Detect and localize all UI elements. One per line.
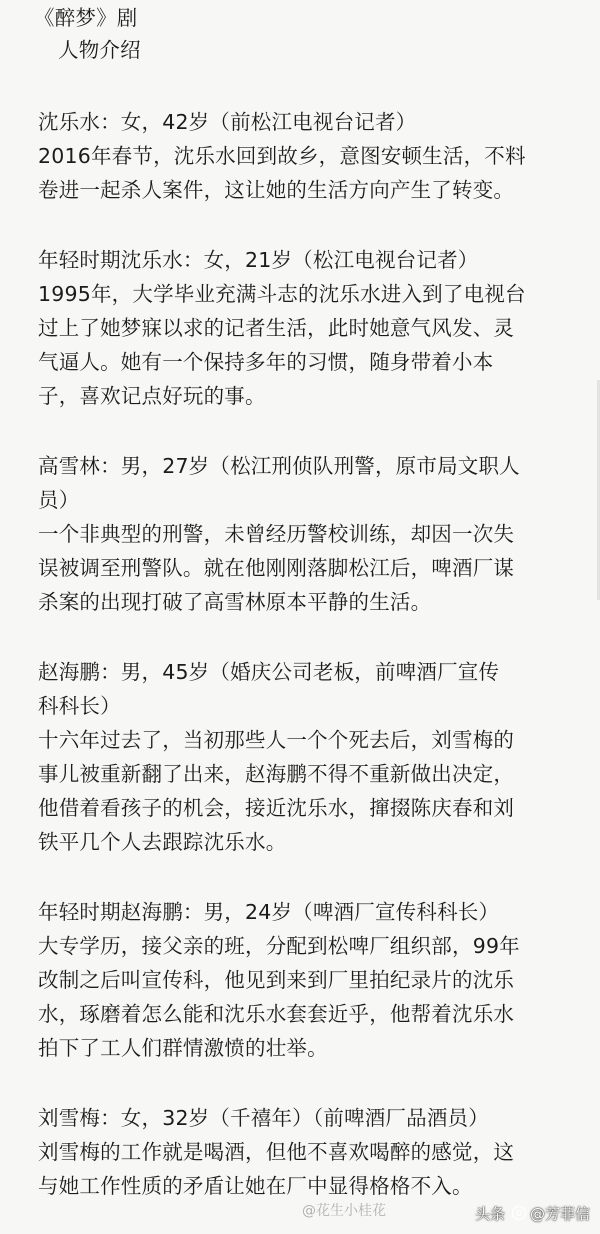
paragraph-line: 杀案的出现打破了高雪林原本平静的生活。: [38, 590, 432, 614]
paragraph-line: 铁平几个人去跟踪沈乐水。: [38, 830, 287, 854]
paragraph-line: 与她工作性质的矛盾让她在厂中显得格格不入。: [38, 1174, 473, 1198]
doc-title: 《醉梦》剧: [34, 6, 138, 30]
character-heading: 沈乐水：女，42岁（前松江电视台记者）: [38, 110, 417, 134]
source-watermark: [475, 1198, 590, 1228]
watermark-handle: @芳菲信: [529, 1204, 590, 1223]
character-heading: 高雪林：男，27岁（松江刑侦队刑警，原市局文职人: [38, 454, 520, 478]
paragraph-line: 大专学历，接父亲的班，分配到松啤厂组织部，99年: [38, 934, 520, 958]
paragraph-line: 他借着看孩子的机会，接近沈乐水，撺掇陈庆春和刘: [38, 796, 515, 820]
paragraph-line: 子，喜欢记点好玩的事。: [38, 384, 266, 408]
paragraph-line: 1995年，大学毕业充满斗志的沈乐水进入到了电视台: [38, 282, 526, 306]
character-heading: 年轻时期沈乐水：女，21岁（松江电视台记者）: [38, 248, 479, 272]
paragraph-line: 事儿被重新翻了出来，赵海鹏不得不重新做出决定，: [38, 762, 515, 786]
character-heading: 年轻时期赵海鹏：男，24岁（啤酒厂宣传科科长）: [38, 900, 500, 924]
character-heading-continued: 员）: [38, 488, 80, 512]
paragraph-line: 水，琢磨着怎么能和沈乐水套套近乎，他帮着沈乐水: [38, 1002, 515, 1026]
faint-watermark: @花生小桂花: [302, 1203, 386, 1219]
paragraph-line: 一个非典型的刑警，未曾经历警校训练，却因一次失: [38, 522, 515, 546]
paragraph-line: 误被调至刑警队。就在他刚刚落脚松江后，啤酒厂谋: [38, 556, 515, 580]
character-heading-continued: 科科长）: [38, 694, 121, 718]
paragraph-line: 拍下了工人们群情激愤的壮举。: [38, 1036, 328, 1060]
paragraph-line: 十六年过去了，当初那些人一个个死去后，刘雪梅的: [38, 728, 515, 752]
doc-subtitle: 人物介绍: [58, 38, 141, 62]
at-icon: [511, 1205, 527, 1221]
paragraph-line: 改制之后叫宣传科，他见到来到厂里拍纪录片的沈乐: [38, 968, 515, 992]
paragraph-line: 过上了她梦寐以求的记者生活，此时她意气风发、灵: [38, 316, 515, 340]
paragraph-line: 刘雪梅的工作就是喝酒，但他不喜欢喝醉的感觉，这: [38, 1140, 515, 1164]
paragraph-line: 气逼人。她有一个保持多年的习惯，随身带着小本: [38, 350, 494, 374]
character-heading: 刘雪梅：女，32岁（千禧年）（前啤酒厂品酒员）: [38, 1106, 489, 1130]
watermark-platform: 头条: [474, 1204, 505, 1223]
paragraph-line: 2016年春节，沈乐水回到故乡，意图安顿生活，不料: [38, 144, 526, 168]
paragraph-line: 卷进一起杀人案件，这让她的生活方向产生了转变。: [38, 178, 515, 202]
character-heading: 赵海鹏：男，45岁（婚庆公司老板，前啤酒厂宣传: [38, 660, 500, 684]
